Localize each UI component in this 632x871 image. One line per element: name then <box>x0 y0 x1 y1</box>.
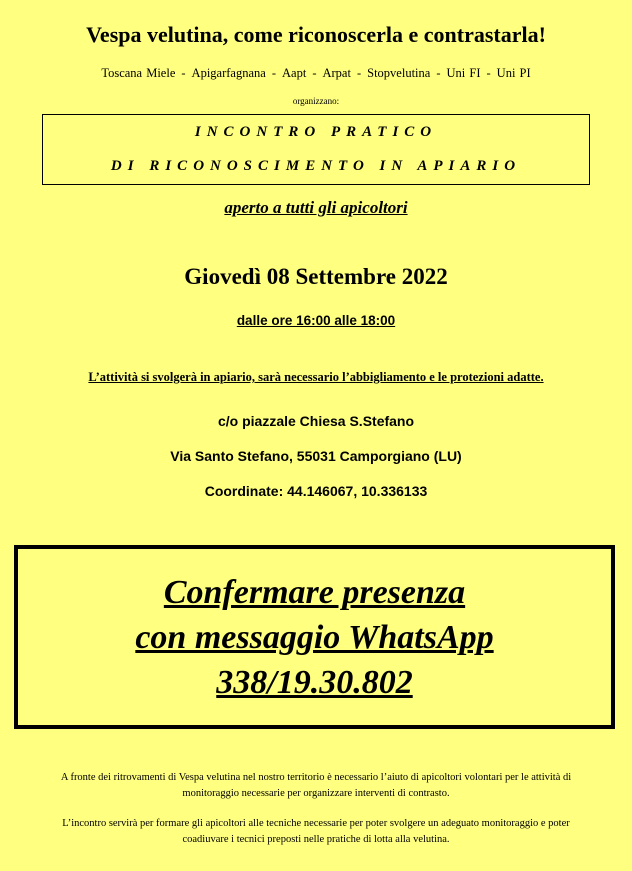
activity-note: L’attività si svolgerà in apiario, sarà necessario l’abbigliamento e le protezioni adatte. <box>88 370 544 384</box>
organizer-name: Uni FI <box>446 66 481 80</box>
organizer-name: Uni PI <box>496 66 531 80</box>
organizer-separator: - <box>271 66 276 80</box>
organizer-separator: - <box>356 66 362 80</box>
event-title-line-1: INCONTRO PRATICO <box>194 124 438 140</box>
organizer-separator: - <box>312 66 317 80</box>
organizer-separator: - <box>436 66 441 80</box>
organizer-name: Aapt <box>282 66 307 80</box>
organizer-name: Toscana Miele <box>101 66 176 80</box>
audience-note: aperto a tutti gli apicoltori <box>224 198 408 217</box>
event-time: dalle ore 16:00 alle 18:00 <box>236 313 396 328</box>
organizer-name: Apigarfagnana <box>191 66 266 80</box>
organizer-separator: - <box>181 66 186 80</box>
event-title-line-2: DI RICONOSCIMENTO IN APIARIO <box>110 158 522 174</box>
event-title-box <box>42 114 590 185</box>
page-title: Vespa velutina, come riconoscerla e contrastarla! <box>86 22 546 47</box>
location-address: Via Santo Stefano, 55031 Camporgiano (LU) <box>170 448 462 464</box>
location-coordinates: Coordinate: 44.146067, 10.336133 <box>204 483 428 499</box>
info-paragraph-2: L’incontro servirà per formare gli apicoltori alle tecniche necessarie per poter svolgere un adeguato monitoraggio e poter coadiuvare i tecnici preposti nelle pratiche di lotta alla velutina. <box>62 818 570 845</box>
info-paragraph-1: A fronte dei ritrovamenti di Vespa velutina nel nostro territorio è necessario l’aiuto di apicoltori volontari per le attività di monitoraggio necessarie per organizzare interventi di contrasto. <box>60 772 572 799</box>
organizer-separator: - <box>486 66 491 80</box>
organizer-name: Stopvelutina <box>367 66 431 80</box>
location-place: c/o piazzale Chiesa S.Stefano <box>217 413 415 429</box>
confirm-phone: 338/19.30.802 <box>216 664 413 701</box>
organizers-list <box>0 66 632 81</box>
confirm-line-1: Confermare presenza <box>163 574 466 611</box>
organizer-name: Arpat <box>322 66 351 80</box>
confirm-box <box>14 545 615 729</box>
organizzano-label: organizzano: <box>292 96 340 106</box>
confirm-line-2: con messaggio WhatsApp <box>135 619 494 656</box>
event-date: Giovedì 08 Settembre 2022 <box>184 264 448 289</box>
